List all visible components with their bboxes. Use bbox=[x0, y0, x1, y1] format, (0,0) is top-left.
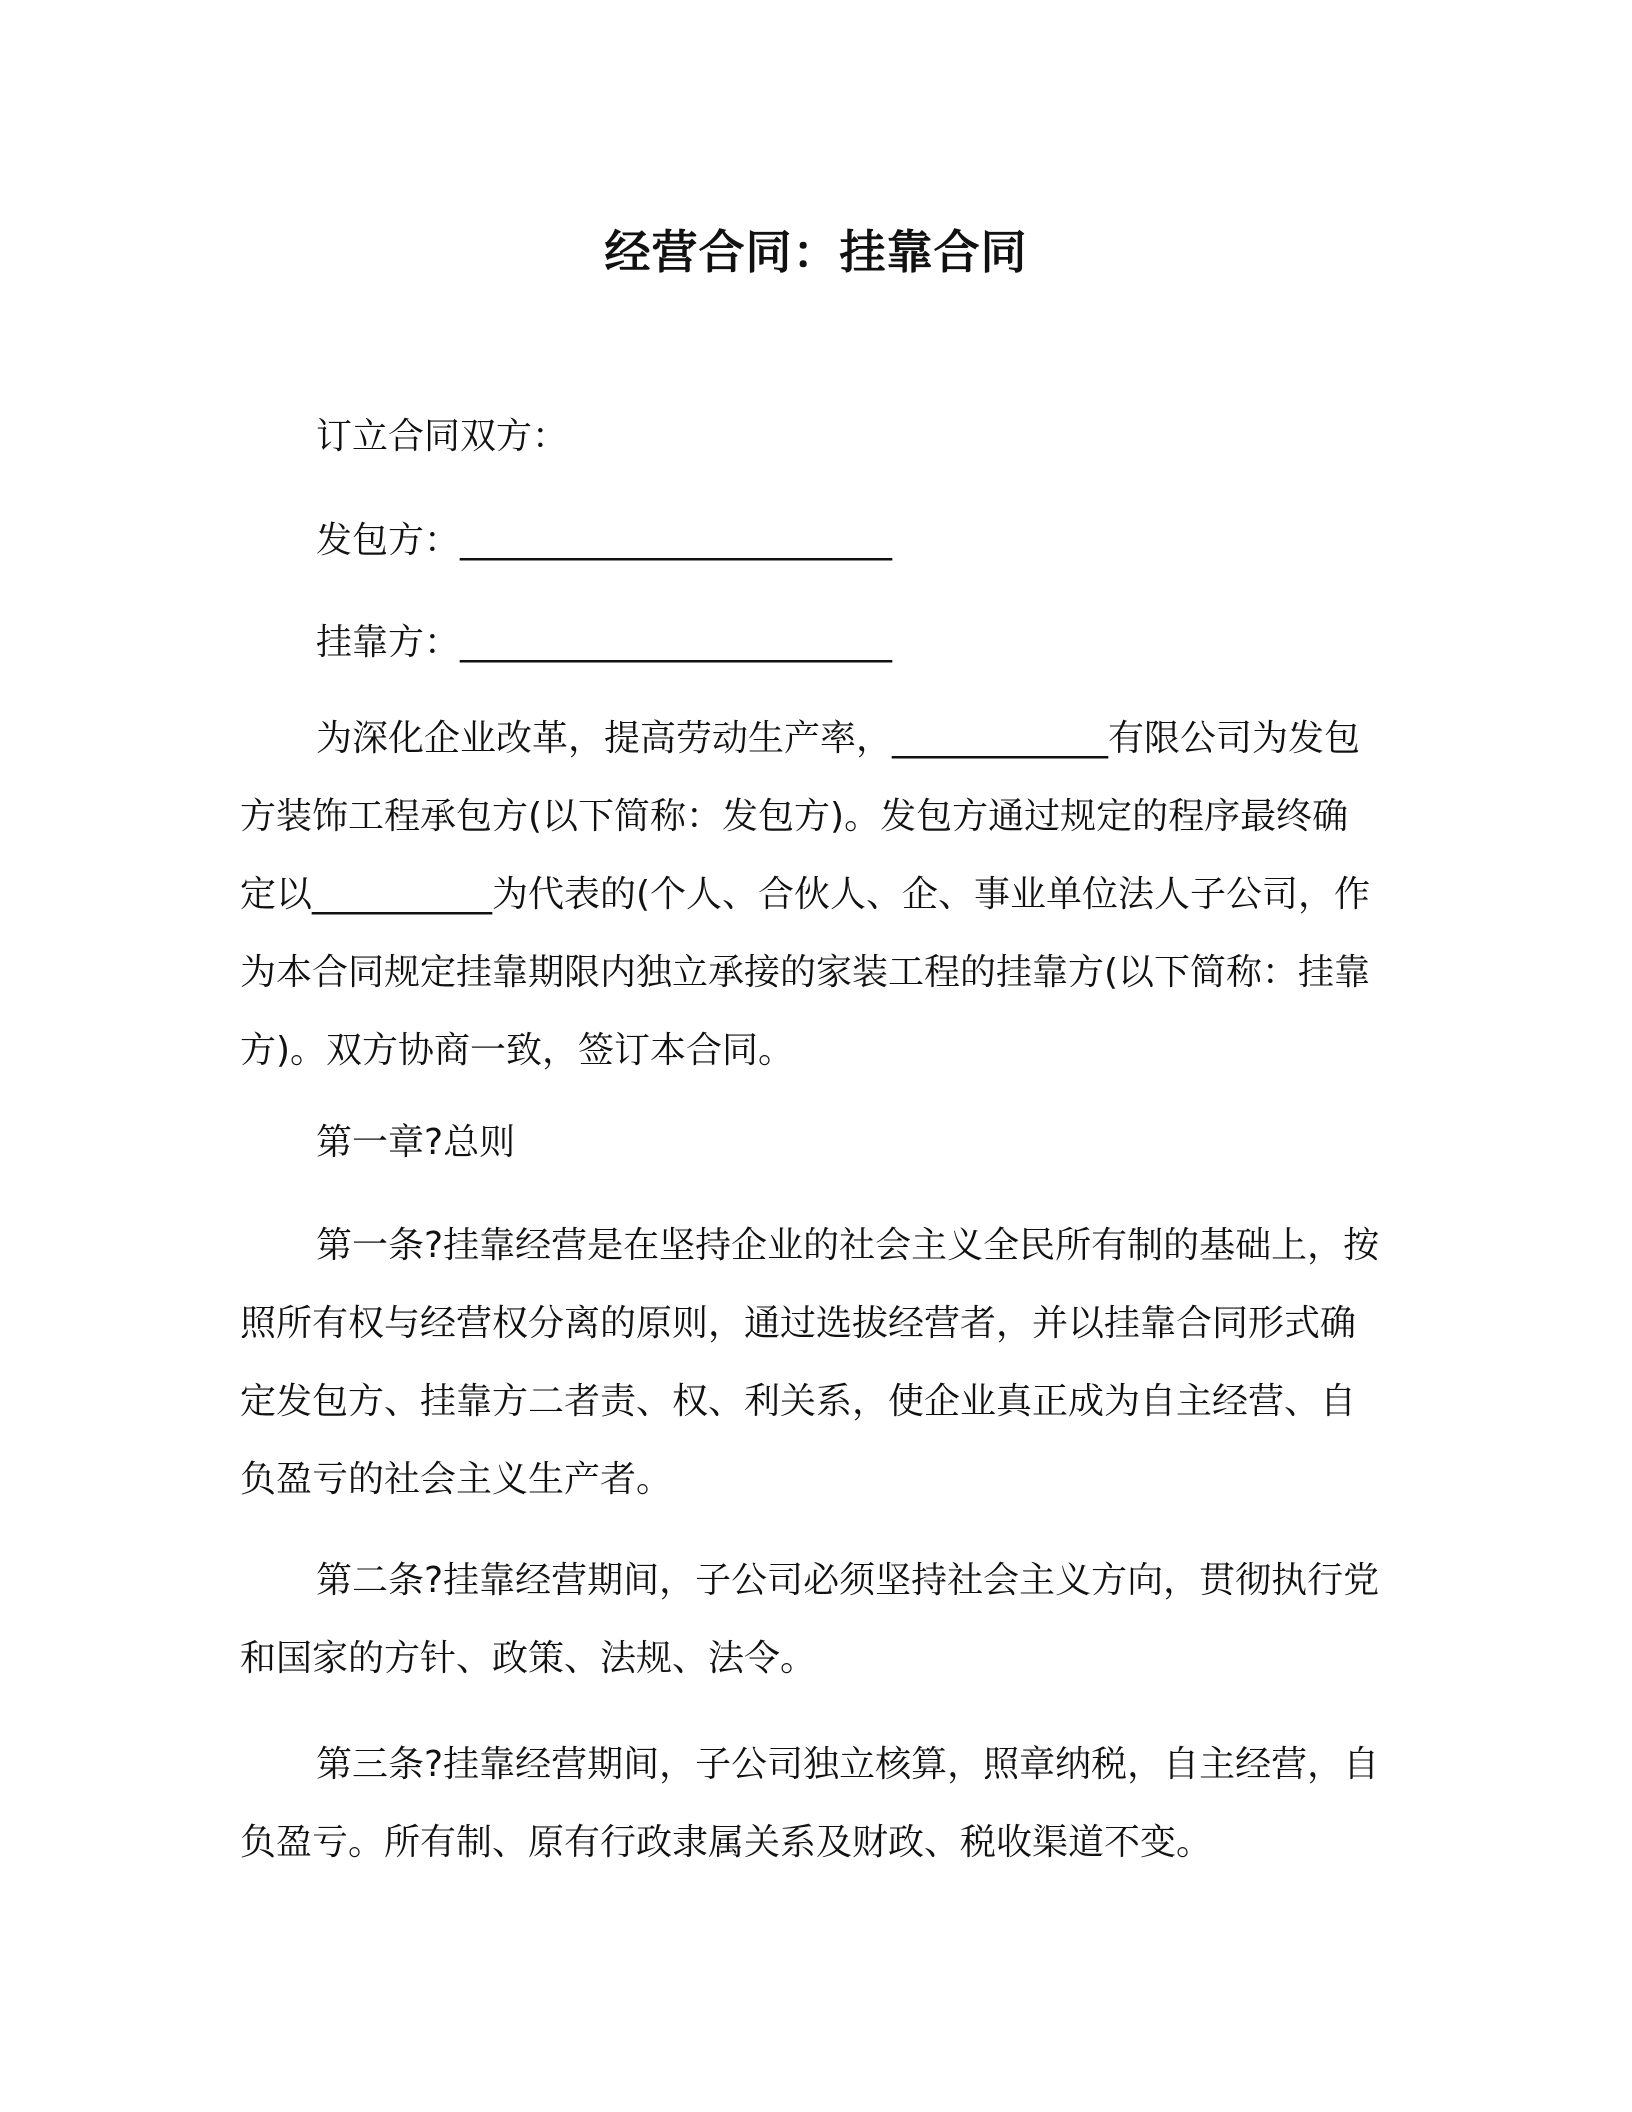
article-1: 第一条?挂靠经营是在坚持企业的社会主义全民所有制的基础上，按照所有权与经营权分离的原则，通过选拔经营者，并以挂靠合同形式确定发包方、挂靠方二者责、权、利关系，使企业真正成为自主经营、自负盈亏的社会主义生产者。 bbox=[240, 1225, 1380, 1500]
party-a-line: 发包方：________________________ bbox=[316, 520, 893, 561]
parties-heading: 订立合同双方： bbox=[316, 416, 569, 457]
intro-paragraph: 为深化企业改革，提高劳动生产率，____________有限公司为发包方装饰工程承包方(以下简称：发包方)。发包方通过规定的程序最终确定以__________为代表的(个人、合伙人、企、事业单位法人子公司，作为本合同规定挂靠期限内独立承接的家装工程的挂靠方(以下简称：挂靠方)。双方协商一致，签订本合同。 bbox=[240, 718, 1371, 1071]
chapter-heading: 第一章?总则 bbox=[316, 1122, 516, 1163]
article-3: 第三条?挂靠经营期间，子公司独立核算，照章纳税，自主经营，自负盈亏。所有制、原有行政隶属关系及财政、税收渠道不变。 bbox=[240, 1744, 1380, 1863]
party-b-line: 挂靠方：________________________ bbox=[316, 622, 893, 663]
article-2: 第二条?挂靠经营期间，子公司必须坚持社会主义方向，贯彻执行党和国家的方针、政策、法规、法令。 bbox=[240, 1560, 1380, 1679]
document-title: 经营合同：挂靠合同 bbox=[604, 225, 1028, 279]
